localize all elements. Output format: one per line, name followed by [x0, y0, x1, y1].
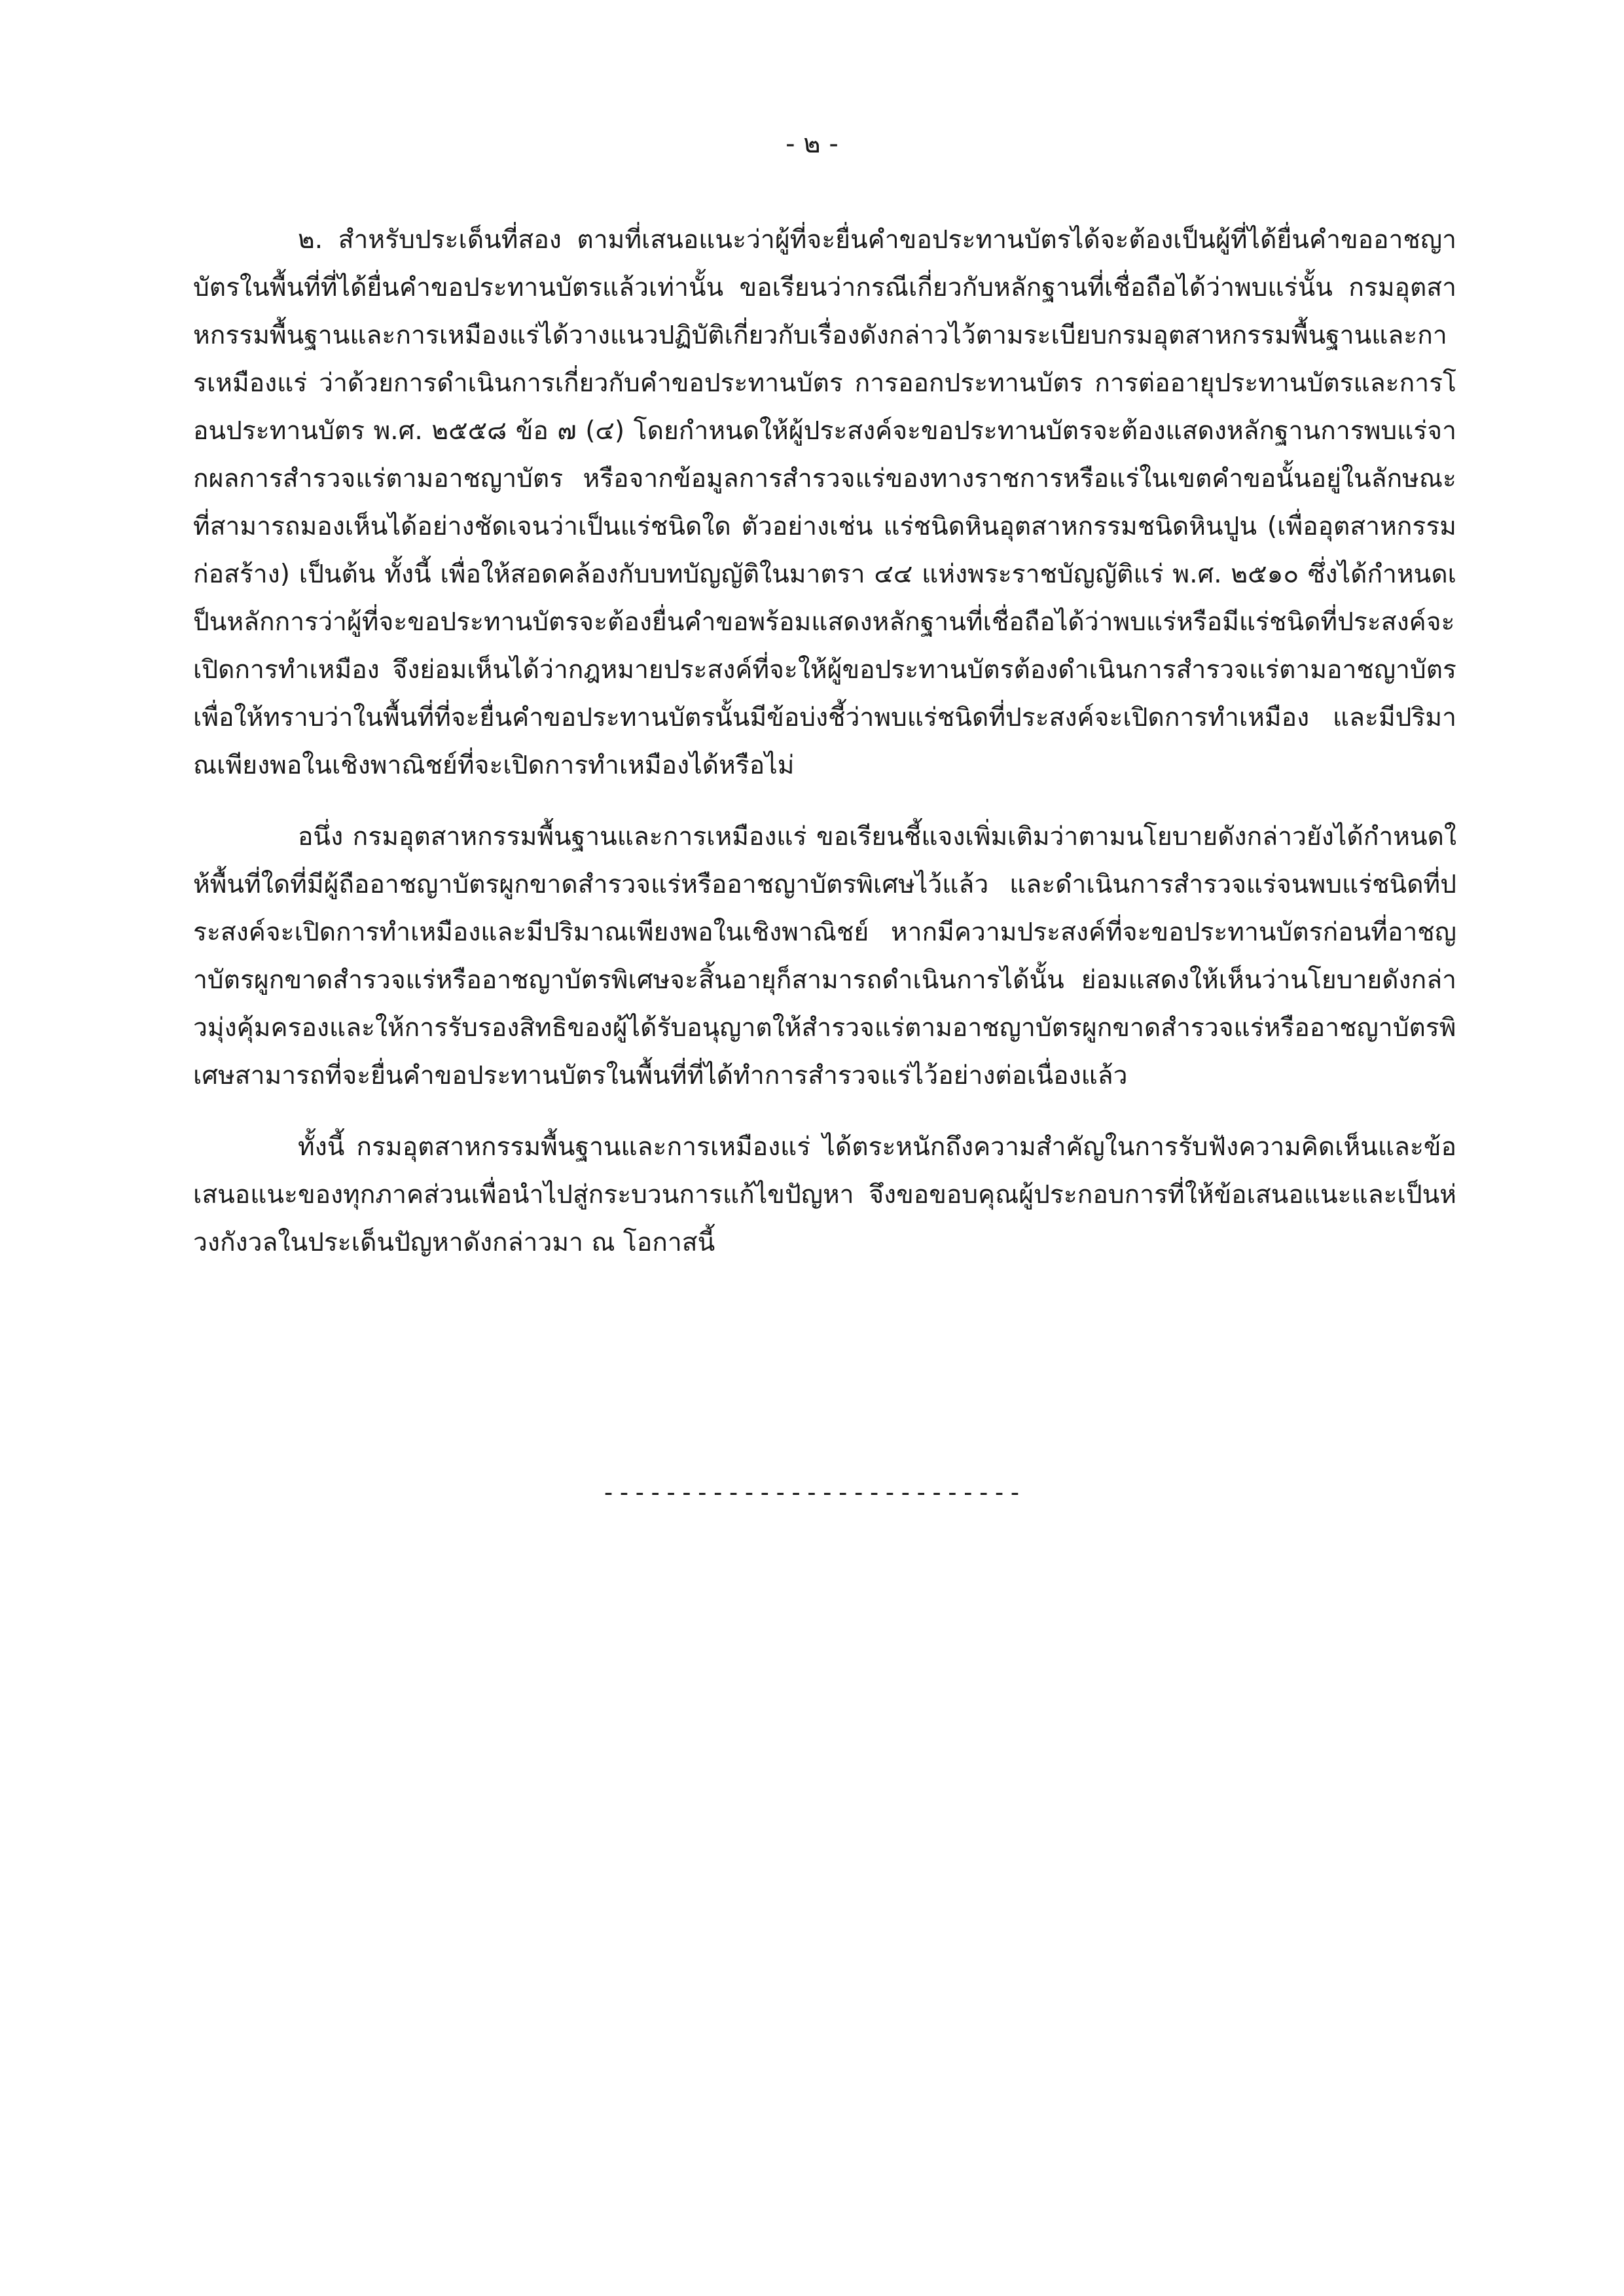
- end-separator: ---------------------------: [601, 1478, 1023, 1507]
- page-number: - ๒ -: [785, 129, 839, 159]
- paragraph-second-issue: ๒. สำหรับประเด็นที่สอง ตามที่เสนอแนะว่าผู้ที่จะยื่นคำขอประทานบัตรได้จะต้องเป็นผู้ที่ได้ยื่นคำขออาชญาบัตรในพื้นที่ที่ได้ยื่นคำขอประทานบัตรแล้วเท่านั้น ขอเรียนว่ากรณีเกี่ยวกับหลักฐานที่เชื่อถือได้ว่าพบแร่นั้น กรมอุตสาหกรรมพื้นฐานและการเหมืองแร่ได้วางแนวปฏิบัติเกี่ยวกับเรื่องดังกล่าวไว้ตามระเบียบกรมอุตสาหกรรมพื้นฐานและการเหมืองแร่ ว่าด้วยการดำเนินการเกี่ยวกับคำขอประทานบัตร การออกประทานบัตร การต่ออายุประทานบัตรและการโอนประทานบัตร พ.ศ. ๒๕๕๘ ข้อ ๗ (๔) โดยกำหนดให้ผู้ประสงค์จะขอประทานบัตรจะต้องแสดงหลักฐานการพบแร่จากผลการสำรวจแร่ตามอาชญาบัตร หรือจากข้อมูลการสำรวจแร่ของทางราชการหรือแร่ในเขตคำขอนั้นอยู่ในลักษณะที่สามารถมองเห็นได้อย่างชัดเจนว่าเป็นแร่ชนิดใด ตัวอย่างเช่น แร่ชนิดหินอุตสาหกรรมชนิดหินปูน (เพื่ออุตสาหกรรมก่อสร้าง) เป็นต้น ทั้งนี้ เพื่อให้สอดคล้องกับบทบัญญัติในมาตรา ๔๔ แห่งพระราชบัญญัติแร่ พ.ศ. ๒๕๑๐ ซึ่งได้กำหนดเป็นหลักการว่าผู้ที่จะขอประทานบัตรจะต้องยื่นคำขอพร้อมแสดงหลักฐานที่เชื่อถือได้ว่าพบแร่หรือมีแร่ชนิดที่ประสงค์จะเปิดการทำเหมือง จึงย่อมเห็นได้ว่ากฎหมายประสงค์ที่จะให้ผู้ขอประทานบัตรต้องดำเนินการสำรวจแร่ตามอาชญาบัตรเพื่อให้ทราบว่าในพื้นที่ที่จะยื่นคำขอประทานบัตรนั้นมีข้อบ่งชี้ว่าพบแร่ชนิดที่ประสงค์จะเปิดการทำเหมือง และมีปริมาณเพียงพอในเชิงพาณิชย์ที่จะเปิดการทำเหมืองได้หรือไม่: [193, 225, 1456, 780]
- document-body: [193, 216, 1456, 1290]
- paragraph-closing-thanks: ทั้งนี้ กรมอุตสาหกรรมพื้นฐานและการเหมืองแร่ ได้ตระหนักถึงความสำคัญในการรับฟังความคิดเห็นและข้อเสนอแนะของทุกภาคส่วนเพื่อนำไปสู่กระบวนการแก้ไขปัญหา จึงขอขอบคุณผู้ประกอบการที่ให้ข้อเสนอแนะและเป็นห่วงกังวลในประเด็นปัญหาดังกล่าวมา ณ โอกาสนี้: [193, 1132, 1456, 1257]
- paragraph-additional-clarification: อนึ่ง กรมอุตสาหกรรมพื้นฐานและการเหมืองแร่ ขอเรียนชี้แจงเพิ่มเติมว่าตามนโยบายดังกล่าวยังได้กำหนดให้พื้นที่ใดที่มีผู้ถืออาชญาบัตรผูกขาดสำรวจแร่หรืออาชญาบัตรพิเศษไว้แล้ว และดำเนินการสำรวจแร่จนพบแร่ชนิดที่ประสงค์จะเปิดการทำเหมืองและมีปริมาณเพียงพอในเชิงพาณิชย์ หากมีความประสงค์ที่จะขอประทานบัตรก่อนที่อาชญาบัตรผูกขาดสำรวจแร่หรืออาชญาบัตรพิเศษจะสิ้นอายุก็สามารถดำเนินการได้นั้น ย่อมแสดงให้เห็นว่านโยบายดังกล่าวมุ่งคุ้มครองและให้การรับรองสิทธิของผู้ได้รับอนุญาตให้สำรวจแร่ตามอาชญาบัตรผูกขาดสำรวจแร่หรืออาชญาบัตรพิเศษสามารถที่จะยื่นคำขอประทานบัตรในพื้นที่ที่ได้ทำการสำรวจแร่ไว้อย่างต่อเนื่องแล้ว: [193, 822, 1456, 1090]
